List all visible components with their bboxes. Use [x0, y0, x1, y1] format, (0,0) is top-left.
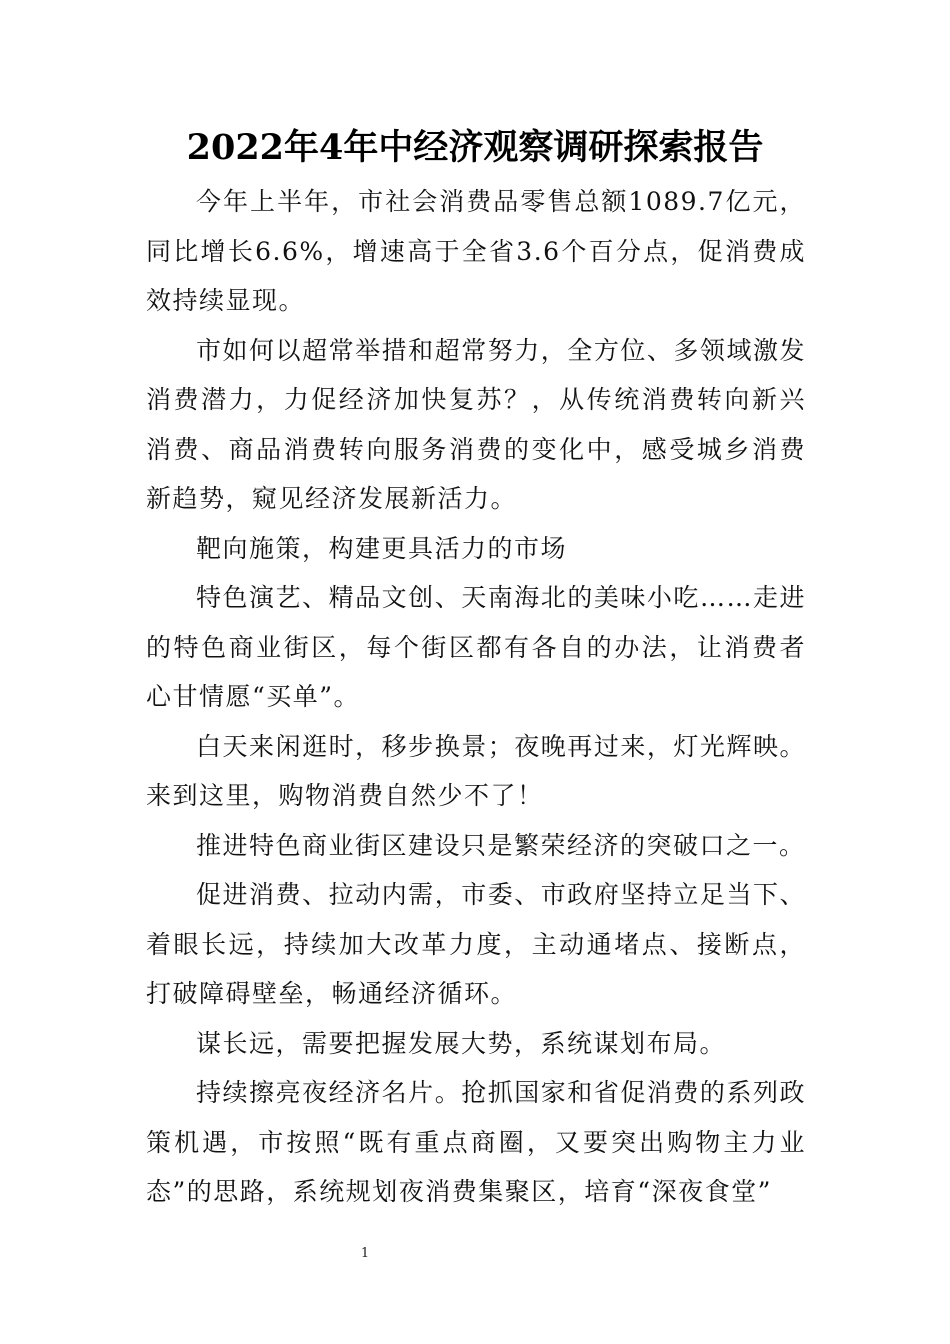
- paragraph: 促进消费、拉动内需，市委、市政府坚持立足当下、着眼长远，持续加大改革力度，主动通堵点、接断点，打破障碍壁垒，畅通经济循环。: [146, 880, 806, 1008]
- paragraph: 市如何以超常举措和超常努力，全方位、多领域激发消费潜力，力促经济加快复苏？，从传统消费转向新兴消费、商品消费转向服务消费的变化中，感受城乡消费新趋势，窥见经济发展新活力。: [146, 335, 806, 513]
- paragraph: 谋长远，需要把握发展大势，系统谋划布局。: [196, 1028, 727, 1058]
- paragraph: 推进特色商业街区建设只是繁荣经济的突破口之一。: [196, 830, 806, 860]
- paragraph: 白天来闲逛时，移步换景；夜晚再过来，灯光辉映。来到这里，购物消费自然少不了！: [146, 731, 806, 810]
- document-title: 2022年4年中经济观察调研探索报告: [186, 127, 764, 168]
- page-number: 1: [360, 1246, 370, 1261]
- paragraph: 今年上半年，市社会消费品零售总额1089.7亿元，同比增长6.6%，增速高于全省3.6个百分点，促消费成效持续显现。: [146, 187, 806, 315]
- paragraph: 特色演艺、精品文创、天南海北的美味小吃……走进的特色商业街区，每个街区都有各自的办法，让消费者心甘情愿“买单”。: [146, 583, 806, 711]
- paragraph: 持续擦亮夜经济名片。抢抓国家和省促消费的系列政策机遇，市按照“既有重点商圈，又要突出购物主力业态”的思路，系统规划夜消费集聚区，培育“深夜食堂”: [146, 1078, 806, 1206]
- section-heading: 靶向施策，构建更具活力的市场: [196, 533, 568, 563]
- document-body: [146, 177, 806, 1217]
